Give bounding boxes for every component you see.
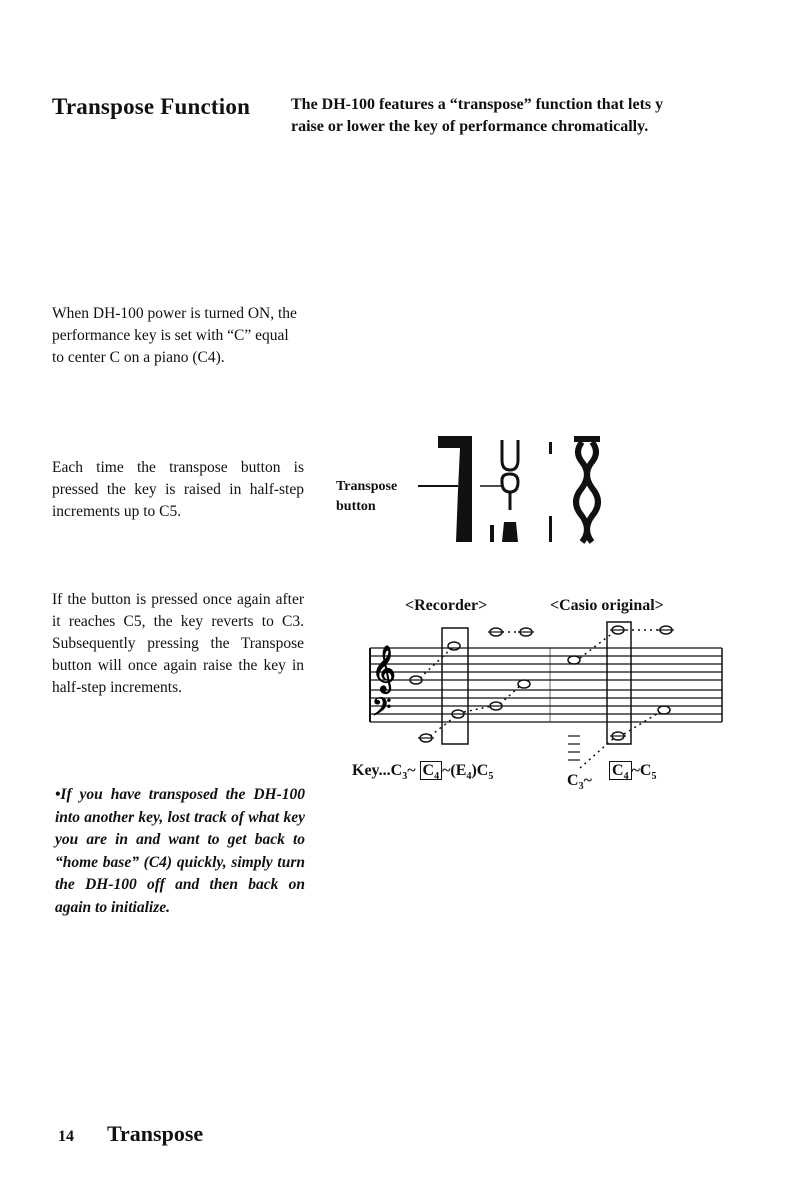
section-heading: Transpose Function bbox=[52, 94, 251, 119]
key-subscript-3: 3 bbox=[402, 771, 408, 783]
key-boxed-c4-casio bbox=[609, 761, 632, 783]
key-e4-subscript: 4 bbox=[466, 771, 472, 783]
footer-title: Transpose bbox=[107, 1121, 204, 1146]
recorder-notes bbox=[410, 628, 532, 742]
power-on-paragraph: When DH-100 power is turned ON, the performance key is set with “C” equal to center C on a piano (C4). bbox=[52, 305, 297, 366]
bass-clef-icon: 𝄢 bbox=[372, 694, 392, 727]
casio-notes bbox=[568, 626, 672, 740]
casio-original-label: <Casio original> bbox=[550, 597, 664, 614]
key-c3-subscript: 3 bbox=[578, 781, 584, 793]
key-range-casio bbox=[609, 762, 656, 782]
key-c5-subscript: 5 bbox=[488, 771, 494, 783]
transpose-button-label-line2: button bbox=[336, 499, 376, 514]
again-paragraph: If the button is pressed once again after it reaches C5, the key reverts to C3. Subsequently pressing the Transpose button will once again raise the key in half-step increments. bbox=[52, 591, 304, 696]
bass-staff bbox=[370, 690, 722, 722]
each-time-paragraph: Each time the transpose button is pressed the key is raised in half-step increments up to C5. bbox=[52, 459, 304, 520]
recorder-c4-box bbox=[442, 628, 468, 744]
key-tilde-2: ~ bbox=[583, 772, 592, 789]
lcd-digit-7 bbox=[438, 436, 472, 542]
key-end: ~C bbox=[631, 762, 652, 779]
lcd-divider-top bbox=[549, 442, 552, 454]
lcd-digit-8 bbox=[576, 442, 598, 542]
note-paragraph: •If you have transposed the DH-100 into another key, lost track of what key you are in and want to get back to “home base” (C4) quickly, simply turn the DH-100 off and then back on again to initialize. bbox=[55, 786, 305, 916]
intro-line-1: The DH-100 features a “transpose” function that lets y bbox=[291, 96, 664, 113]
key-mid: ~(E bbox=[442, 762, 467, 779]
key-end-subscript: 5 bbox=[651, 771, 657, 783]
treble-clef-icon: 𝄞 bbox=[372, 646, 396, 691]
key-boxed-c4-casio-letter: C bbox=[612, 762, 624, 779]
key-range-recorder bbox=[352, 762, 493, 782]
progression-dots bbox=[420, 630, 660, 768]
intro-text bbox=[291, 94, 761, 138]
page-number: 14 bbox=[58, 1128, 74, 1145]
key-boxed-c4 bbox=[420, 761, 443, 783]
key-close: )C bbox=[471, 762, 489, 779]
lcd-small-digit-base bbox=[490, 522, 518, 542]
key-c3-letter: C bbox=[567, 772, 579, 789]
transpose-button-label-line1: Transpose bbox=[336, 479, 398, 494]
lcd-divider-bottom bbox=[549, 516, 552, 542]
recorder-label: <Recorder> bbox=[405, 597, 488, 614]
key-prefix: Key...C bbox=[352, 762, 403, 779]
key-boxed-c4-casio-subscript: 4 bbox=[623, 771, 629, 783]
intro-line-2: raise or lower the key of performance chromatically. bbox=[291, 118, 649, 135]
music-staff-illustration bbox=[360, 618, 740, 786]
key-boxed-c4-letter: C bbox=[422, 762, 435, 779]
transpose-button-label bbox=[336, 477, 397, 517]
key-boxed-c4-subscript: 4 bbox=[434, 771, 440, 783]
treble-staff bbox=[370, 648, 722, 680]
key-tilde-1: ~ bbox=[407, 762, 416, 779]
key-c3-casio bbox=[567, 772, 592, 792]
lcd-small-digit bbox=[502, 440, 518, 510]
casio-c4-box bbox=[607, 622, 631, 744]
